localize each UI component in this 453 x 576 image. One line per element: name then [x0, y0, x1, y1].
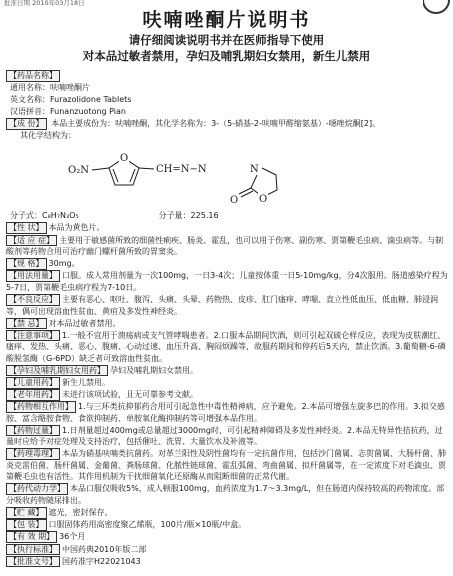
section-storage: [6, 507, 448, 519]
section-text: 主要有恶心、呕吐、腹泻、头痛、头晕、药物热、皮疹、肛门瘙痒、哮喘、直立性低血压、低血糖、肺浸润等，偶可出现溶血性贫血、黄疸及多发性神经炎。: [6, 294, 438, 316]
formula-row: [6, 210, 448, 221]
section-heading: 【药理毒理】: [6, 448, 60, 460]
section-heading: 【有 效 期】: [6, 531, 57, 543]
section-text: 口服。成人常用剂量为一次100mg，一日3-4次；儿童按体重一日5-10mg/kg，分4次服用。肠道感染疗程为5-7日，贾第鞭毛虫病疗程为7-10日。: [6, 271, 448, 292]
chemical-structure: [6, 142, 448, 210]
section-appearance: [6, 222, 448, 234]
section-heading: 【注意事项】: [6, 330, 60, 342]
english-name: 英文名称：Furazolidone Tablets: [10, 95, 132, 105]
section-text: 未进行该项试验，且无可靠参考文献。: [62, 390, 198, 400]
section-indications: [6, 235, 448, 258]
section-text: 1.一般不宜用于溃疡病或支气管哮喘患者。2.口服本品期间饮酒，则可引起双硫仑样反应，表现为皮肤潮红、瘙痒、发热、头痛、恶心、腹痛、心动过速、血压升高、胸闷烦躁等，故服药期间和停药后5天内，禁止饮酒。3.葡萄糖-6-磷酸脱氢酶（G-6PD）缺乏者可致溶血性贫血。: [6, 330, 446, 363]
section-dosage: [6, 270, 448, 293]
nitro-group-label: O₂N: [68, 165, 89, 177]
section-specification: [6, 258, 448, 270]
leaflet-body: [6, 70, 448, 568]
section-heading: 【规 格】: [6, 258, 47, 270]
section-overdose: [6, 425, 448, 448]
section-precautions: [6, 330, 448, 364]
structure-label: 其化学结构为：: [20, 131, 76, 141]
warning-line-2: 对本品过敏者禁用，孕妇及哺乳期妇女禁用，新生儿禁用: [82, 49, 371, 63]
section-text: 国药准字H22021043: [62, 556, 141, 566]
pinyin-name: 汉语拼音：Funanzuotong Pian: [10, 107, 127, 117]
section-heading: 【禁 忌】: [6, 318, 47, 330]
section-shelf-life: [6, 531, 448, 543]
section-heading: 【贮 藏】: [6, 507, 47, 519]
structure-diagram: [6, 142, 448, 210]
section-pregnancy: [6, 365, 448, 377]
section-text: 孕妇及哺乳期妇女禁用。: [110, 365, 198, 375]
section-drug-name: [6, 70, 448, 82]
section-text: 1.日剂量超过400mg或总量超过3000mg时，可引起精神障碍及多发性神经炎。2.本品无特异性拮抗药，过量时应给予对症处理及支持治疗，包括催吐、洗胃、大量饮水及补液等。: [6, 425, 443, 447]
section-geriatric: [6, 389, 448, 401]
approval-date-line: 批准日期 2010年03月18日: [4, 0, 85, 7]
section-heading: 【适 应 症】: [6, 235, 57, 247]
common-name: 通用名称：呋喃唑酮片: [10, 83, 90, 93]
section-text: 中国药典2010年版二部: [62, 544, 147, 554]
section-text: 对本品过敏者禁用。: [48, 318, 121, 328]
section-text: 新生儿禁用。: [62, 377, 110, 387]
ring-oxygen-label: O: [259, 194, 268, 206]
document-title: 呋喃唑酮片说明书: [142, 9, 311, 31]
section-heading: 【孕妇及哺乳期妇女用药】: [6, 365, 108, 377]
section-interactions: [6, 401, 448, 424]
linker-label: CH=N−N: [156, 164, 207, 176]
section-heading: 【批准文号】: [6, 556, 60, 568]
section-pharmacokinetics: [6, 483, 448, 506]
section-pediatric: [6, 377, 448, 389]
section-text: 口服固体药用高密度聚乙烯瓶，100片/瓶×10瓶/中盒。: [48, 520, 247, 530]
section-text: 本品主要成份为：呋喃唑酮，其化学名称为：3-（5-硝基-2-呋喃甲醛缩氨基）-噁唑烷酮[2]。: [51, 119, 381, 129]
section-text: 遮光，密封保存。: [48, 508, 113, 518]
section-heading: 【成 份】: [6, 118, 47, 130]
section-pharmacology: [6, 448, 448, 482]
warning-line-1: 请仔细阅读说明书并在医师指导下使用: [128, 33, 325, 47]
section-text: 36个月: [59, 532, 86, 542]
section-contraindications: [6, 318, 448, 330]
section-text: 主要用于敏感菌所致的细菌性痢疾、肠炎、霍乱，也可以用于伤寒、副伤寒、贾第鞭毛虫病、滴虫病等。与制酸剂等药物合用可治疗幽门螺杆菌所致的胃窦炎。: [6, 235, 444, 257]
section-text: 本品为黄色片。: [48, 223, 105, 233]
section-heading: 【药物相互作用】: [6, 401, 76, 413]
molecular-weight: 分子量：225.16: [158, 211, 219, 221]
section-heading: 【药品名称】: [6, 70, 60, 82]
section-heading: 【不良反应】: [6, 294, 60, 306]
section-packaging: [6, 519, 448, 531]
section-approval-number: [6, 556, 448, 568]
furan-oxygen-label: O: [120, 153, 129, 165]
carbonyl-oxygen-label: O: [230, 195, 239, 207]
section-heading: 【药物过量】: [6, 425, 60, 437]
section-heading: 【老年用药】: [6, 389, 60, 401]
section-heading: 【性 状】: [6, 222, 47, 234]
section-heading: 【药代动力学】: [6, 483, 68, 495]
section-text: 本品为硝基呋喃类抗菌药。对革兰阳性及阴性菌均有一定抗菌作用，包括沙门菌属、志贺菌属、大肠杆菌、肺炎克雷伯菌、肠杆菌属、金葡菌、粪肠球菌、化脓性链球菌、霍乱弧菌、弯曲菌属、拟杆菌属等，在一定浓度下对毛滴虫、贾第鞭毛虫也有活性。其作用机制为干扰细菌氧化还原酶从而阻断细菌的正常代谢。: [6, 449, 446, 482]
section-text: 1.与三环类抗抑郁药合用可引起急性中毒性精神病，应予避免。2.本品可增强左旋多巴的作用。3.拟交感胺、富含酪胺食物、食欲抑制药、单胺氧化酶抑制药等可增强本品作用。: [6, 402, 445, 423]
section-heading: 【儿童用药】: [6, 377, 60, 389]
ring-nitrogen-label: N: [250, 164, 259, 176]
molecular-formula: 分子式：C₈H₇N₃O₅: [10, 211, 79, 221]
section-heading: 【包 装】: [6, 519, 47, 531]
section-text: 本品口服仅吸收5%，成人顿服100mg，血药浓度为1.7～3.3mg/L，但在肠道内保持较高的药物浓度。部分吸收药物随尿排出。: [6, 484, 445, 506]
section-heading: 【执行标准】: [6, 544, 60, 556]
section-ingredients: [6, 118, 448, 130]
section-standard: [6, 544, 448, 556]
section-text: 30mg。: [48, 259, 80, 269]
section-heading: 【用法用量】: [6, 270, 60, 282]
section-adverse-reactions: [6, 294, 448, 317]
